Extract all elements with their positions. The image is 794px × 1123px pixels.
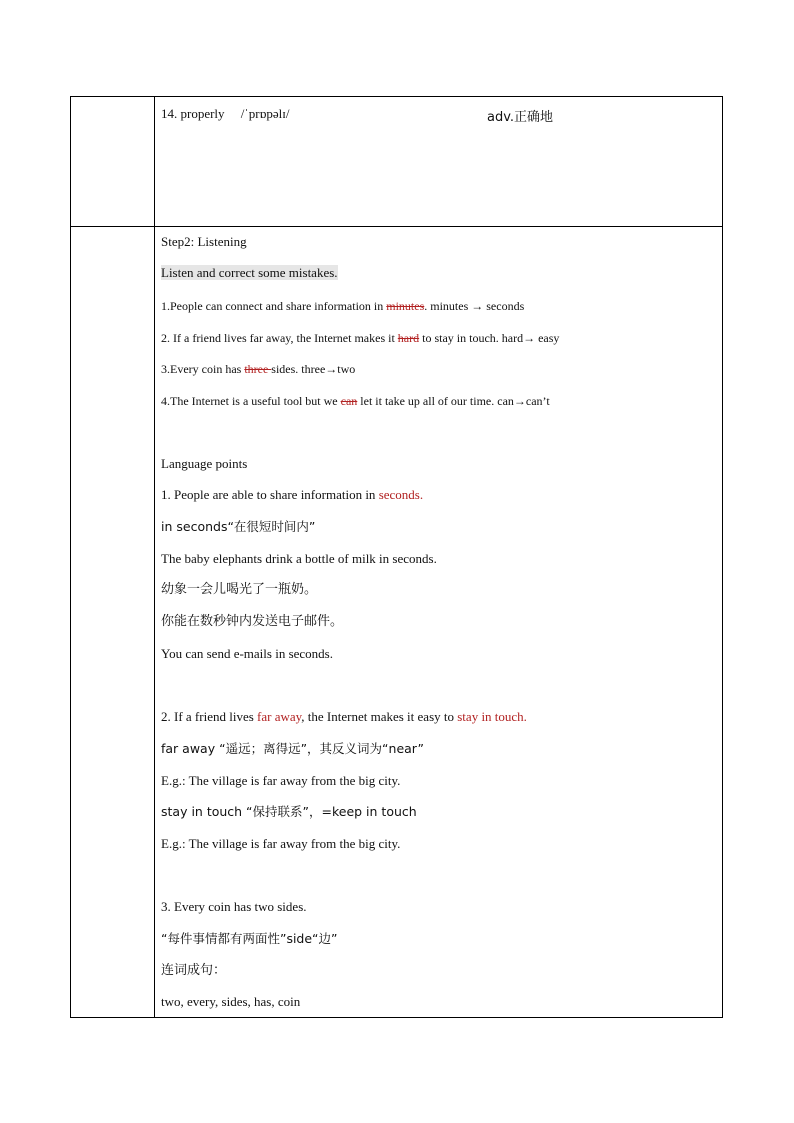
wrong-word: minutes <box>386 299 425 313</box>
language-points-heading: Language points <box>161 456 248 471</box>
wrong-word: hard <box>397 331 420 345</box>
point-1-translation: 幼象一会儿喝光了一瓶奶。 <box>161 582 318 597</box>
wrong-word: can <box>340 394 358 408</box>
point-1-answer: You can send e-mails in seconds. <box>161 646 333 661</box>
point-1-definition: in seconds“在很短时间内” <box>161 519 316 534</box>
point-1: 1. People are able to share information in seconds. <box>161 487 424 502</box>
mistake-sentence-1: 1.People can connect and share information in minutes. minutes → seconds <box>161 299 525 313</box>
point-2-definition-1: far away “遥远；离得远”，其反义词为“near” <box>161 741 424 756</box>
step2-heading: Step2: Listening <box>161 234 247 249</box>
point-3: 3. Every coin has two sides. <box>161 899 307 914</box>
point-1-example: The baby elephants drink a bottle of milk in seconds. <box>161 551 437 566</box>
wrong-word: three <box>244 362 272 376</box>
row-divider <box>71 226 722 227</box>
vocab-line <box>161 106 289 122</box>
vocab-phonetic: /ˈprɒpəlɪ/ <box>240 106 290 121</box>
point-3-task: 连词成句： <box>161 963 227 978</box>
mistake-sentence-2: 2. If a friend lives far away, the Internet makes it hard to stay in touch. hard→ easy <box>161 331 560 345</box>
point-2-example-2: E.g.: The village is far away from the big city. <box>161 836 401 851</box>
instruction-text: Listen and correct some mistakes. <box>161 265 338 280</box>
point-2-definition-2: stay in touch “保持联系”，=keep in touch <box>161 804 417 819</box>
step2-instruction <box>161 265 338 281</box>
column-divider <box>154 97 155 1017</box>
highlight-phrase: far away <box>257 709 302 724</box>
mistake-sentence-4: 4.The Internet is a useful tool but we can let it take up all of our time. can→can’t <box>161 394 550 408</box>
point-1-exercise: 你能在数秒钟内发送电子邮件。 <box>161 614 344 629</box>
point-3-definition: “每件事情都有两面性”side“边” <box>161 931 338 946</box>
highlight-phrase: seconds. <box>378 487 424 502</box>
point-2: 2. If a friend lives far away, the Internet makes it easy to stay in touch. <box>161 709 527 724</box>
point-3-words: two, every, sides, has, coin <box>161 994 301 1009</box>
vocab-meaning: adv.正确地 <box>487 110 554 125</box>
highlight-phrase: stay in touch. <box>457 709 527 724</box>
vocab-item: 14. properly <box>161 106 225 121</box>
mistake-sentence-3: 3.Every coin has three sides. three→two <box>161 362 356 376</box>
point-2-example-1: E.g.: The village is far away from the big city. <box>161 773 401 788</box>
